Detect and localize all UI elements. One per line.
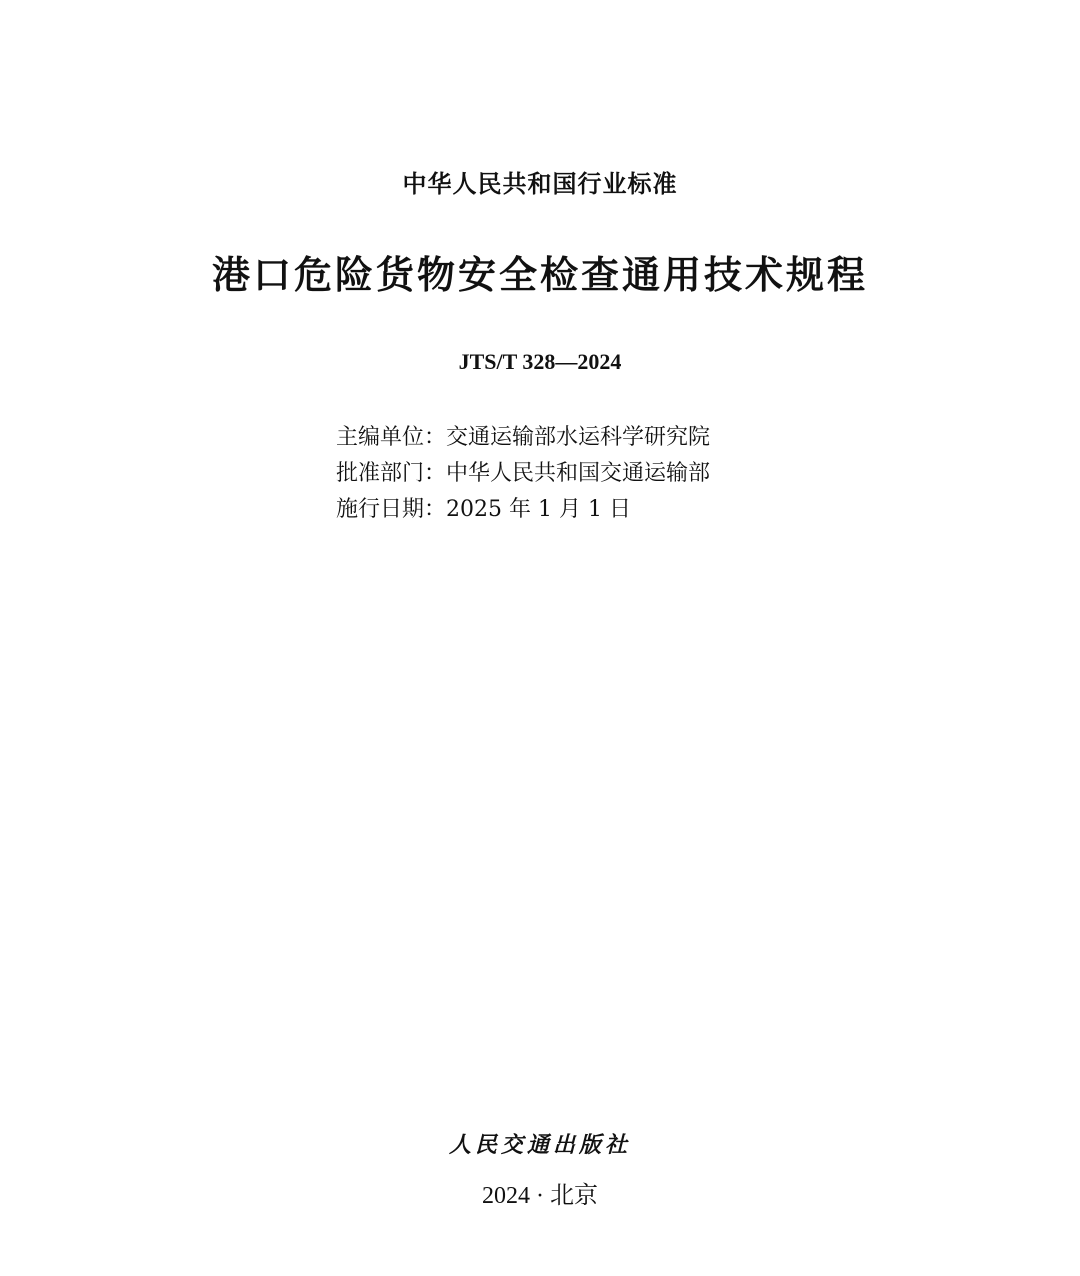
approver-label: 批准部门： (336, 461, 447, 486)
editor-label: 主编单位： (336, 425, 447, 450)
standard-code: JTS/T 328—2024 (458, 349, 622, 374)
publication-year-place: 2024 · 北京 (482, 1183, 598, 1209)
approver-value: 中华人民共和国交通运输部 (446, 461, 711, 486)
publication-info (336, 420, 856, 528)
effective-date-row (336, 492, 856, 528)
standard-category: 中华人民共和国行业标准 (402, 170, 678, 198)
editor-row (336, 420, 856, 456)
effective-date-value: 2025 年 1 月 1 日 (446, 497, 631, 522)
publisher-name: 人民交通出版社 (448, 1132, 631, 1158)
effective-date-label: 施行日期： (336, 497, 447, 522)
document-title: 港口危险货物安全检查通用技术规程 (211, 253, 868, 297)
editor-value: 交通运输部水运科学研究院 (446, 425, 711, 450)
approver-row (336, 456, 856, 492)
